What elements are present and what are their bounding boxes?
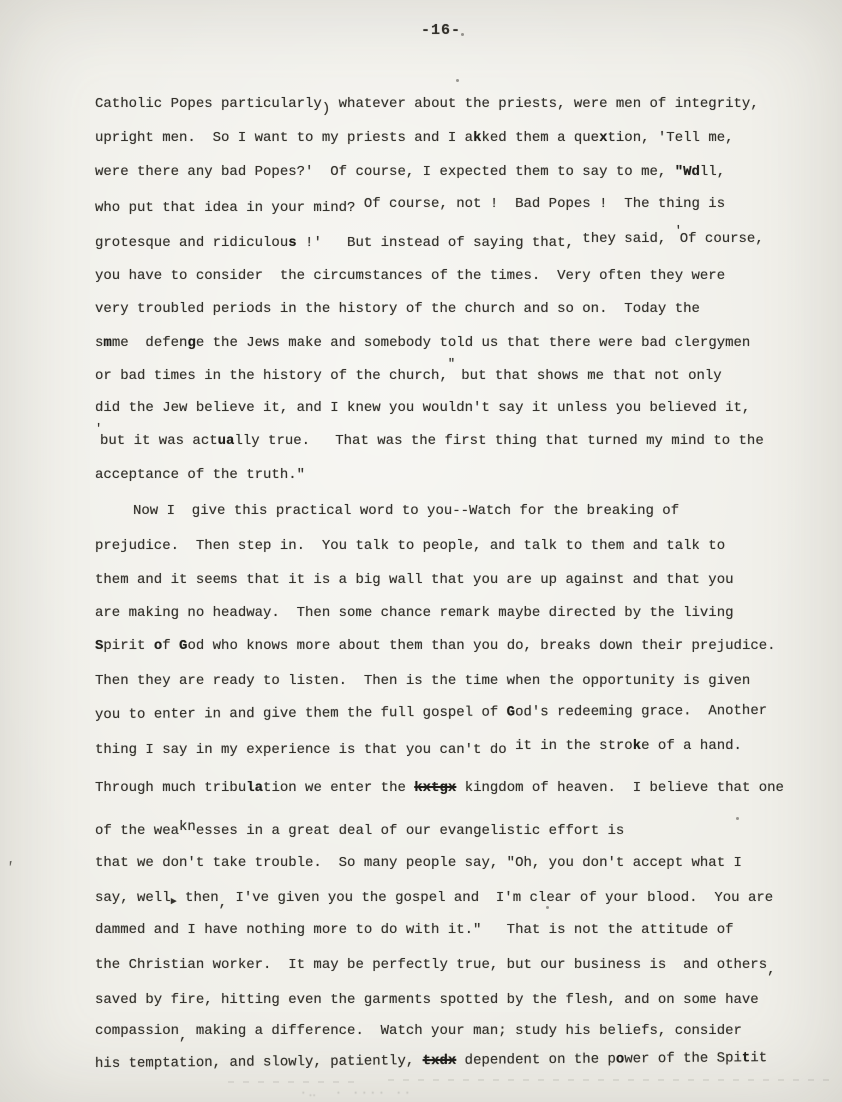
text-segment: , [179, 1028, 188, 1044]
text-segment: kn [179, 819, 196, 835]
text-segment: , [767, 962, 776, 978]
text-segment: k [473, 130, 482, 146]
text-segment: were there any bad Popes?' Of course, I expected them to say to me, [95, 164, 675, 180]
text-line [95, 855, 742, 872]
text-segment: they said, [582, 231, 675, 247]
text-segment: that we don't take trouble. So many people say, "Oh, you don't accept what I [95, 855, 742, 871]
text-line [95, 890, 774, 911]
text-segment: e the Jews make and somebody told us that there were bad clergymen [195, 335, 751, 351]
text-segment: od who knows more about them than you do, breaks down their prejudice. [187, 638, 776, 654]
text-segment: lly true. That was the first thing that turned my mind to the [234, 433, 764, 449]
text-segment: esses in a great deal of our evangelistic effort is [195, 823, 625, 839]
text-line [95, 467, 305, 484]
text-segment: Of course, not ! Bad Popes ! The thing is [363, 196, 726, 212]
text-segment: S [95, 638, 104, 654]
text-segment: very troubled periods in the history of the church and so on. Today the [95, 301, 700, 317]
text-line [95, 268, 725, 285]
text-segment: kingdom of heaven. I believe that one [456, 780, 784, 796]
text-line [95, 1023, 742, 1044]
text-segment: Catholic Popes particularly [95, 96, 322, 112]
text-segment: saved by fire, hitting even the garments spotted by the flesh, and on some have [95, 992, 759, 1008]
text-line [95, 572, 734, 589]
speck-mark [456, 79, 459, 82]
text-segment: "Wd [674, 164, 700, 180]
text-segment: t [741, 1050, 751, 1067]
text-line [95, 96, 759, 117]
text-line [95, 301, 700, 318]
text-segment: who put that idea in your mind? [95, 200, 364, 216]
speck-mark [736, 817, 739, 820]
text-segment: ll, [699, 164, 726, 180]
text-line [95, 922, 734, 939]
text-segment: dependent on the p [456, 1051, 616, 1069]
text-line [95, 992, 759, 1009]
page-number: -16- [421, 22, 462, 39]
text-segment: upright men. So I want to my priests and I a [95, 130, 474, 146]
speck-mark [461, 33, 464, 36]
text-segment: prejudice. Then step in. You talk to people, and talk to them and talk to [95, 538, 726, 554]
text-segment: are making no headway. Then some chance remark maybe directed by the living [95, 605, 734, 621]
text-segment: o [615, 1051, 625, 1068]
text-segment: s [95, 335, 104, 351]
comma-mark: ‚ [4, 851, 17, 869]
text-segment: k [632, 738, 642, 754]
text-segment: then [176, 890, 219, 906]
text-line [95, 130, 734, 147]
text-segment: it in the stro [515, 738, 633, 754]
text-segment: wer of the Spi [624, 1050, 742, 1068]
text-segment: thing I say in my experience is that you can't do [95, 742, 516, 758]
text-segment: f [162, 638, 180, 654]
text-segment: Now I give this practical word to you--Watch for the breaking of [133, 503, 680, 519]
text-segment: m [103, 335, 112, 351]
text-segment: G [506, 704, 516, 721]
text-segment: Then they are ready to listen. Then is the time when the opportunity is given [95, 673, 751, 689]
text-line [95, 357, 722, 385]
text-segment: e of a hand. [641, 738, 742, 754]
text-segment: od's redeeming grace. Another [515, 702, 768, 721]
text-segment: but it was act [100, 433, 218, 449]
text-segment: Through much tribu [95, 780, 247, 796]
text-line [95, 819, 625, 840]
text-segment: you have to consider the circumstances of the times. Very often they were [95, 268, 726, 284]
text-segment: s [288, 235, 297, 251]
text-segment: tion we enter the [263, 780, 415, 796]
text-segment: but that shows me that not only [452, 368, 722, 384]
text-line [95, 703, 767, 724]
text-segment: or bad times in the history of the church, [95, 368, 448, 384]
text-line [95, 638, 776, 655]
text-line [95, 673, 750, 690]
text-segment: whatever about the priests, were men of integrity, [330, 96, 759, 112]
text-segment: la [246, 780, 264, 796]
text-line [95, 738, 742, 759]
text-segment: the Christian worker. It may be perfectly true, but our business is and others [95, 957, 768, 973]
text-segment: ► [170, 897, 177, 908]
text-segment: pirit [103, 638, 154, 654]
speck-mark [546, 906, 549, 909]
text-segment: tion, 'Tell me, [607, 130, 734, 146]
text-segment: G [179, 638, 188, 654]
text-line [95, 400, 750, 417]
text-segment: ' [95, 422, 103, 436]
text-segment: o [153, 638, 163, 654]
text-segment: of the wea [95, 823, 180, 839]
text-line [133, 503, 679, 520]
text-segment: acceptance of the truth." [95, 467, 306, 483]
text-segment: did the Jew believe it, and I knew you wouldn't say it unless you believed it, [95, 400, 751, 416]
ghost-mark: ·‥ · ···· ·· [300, 1088, 413, 1100]
text-segment: grotesque and ridiculou [95, 235, 289, 251]
streak-mark [388, 1079, 838, 1081]
text-line [95, 1050, 767, 1073]
text-line [95, 164, 725, 181]
streak-mark [228, 1081, 358, 1083]
text-segment: dammed and I have nothing more to do with it." That is not the attitude of [95, 922, 734, 938]
text-segment: Of course, [679, 231, 764, 247]
text-segment: compassion [95, 1023, 180, 1039]
text-segment: it [750, 1050, 768, 1067]
text-segment: making a difference. Watch your man; study his beliefs, consider [187, 1023, 742, 1039]
text-segment: , [218, 895, 228, 911]
text-segment: ua [217, 433, 235, 449]
text-line [95, 538, 725, 555]
text-segment: g [187, 335, 196, 351]
text-line [95, 196, 726, 217]
text-segment: say, well [95, 890, 171, 906]
text-line [95, 224, 764, 252]
text-segment: x [599, 130, 608, 146]
text-line [95, 780, 784, 797]
text-segment: !' But instead of saying that, [296, 235, 583, 251]
text-segment: his temptation, and slowly, patiently, [94, 1053, 423, 1072]
text-segment: ked them a que [481, 130, 600, 146]
text-line [95, 605, 734, 622]
text-segment: ' [674, 224, 682, 238]
text-segment: ) [321, 101, 331, 117]
text-segment: txdx [422, 1052, 457, 1070]
text-line [95, 957, 776, 978]
text-line [95, 422, 764, 450]
text-segment: me defen [111, 335, 188, 351]
text-segment: you to enter in and give them the full gospel of [94, 704, 507, 723]
text-line [95, 335, 750, 352]
text-segment: I've given you the gospel and I'm clear of your blood. You are [227, 890, 774, 906]
text-segment: " [447, 357, 456, 371]
text-segment: kxtgx [414, 780, 457, 796]
text-segment: them and it seems that it is a big wall that you are up against and that you [95, 572, 734, 588]
